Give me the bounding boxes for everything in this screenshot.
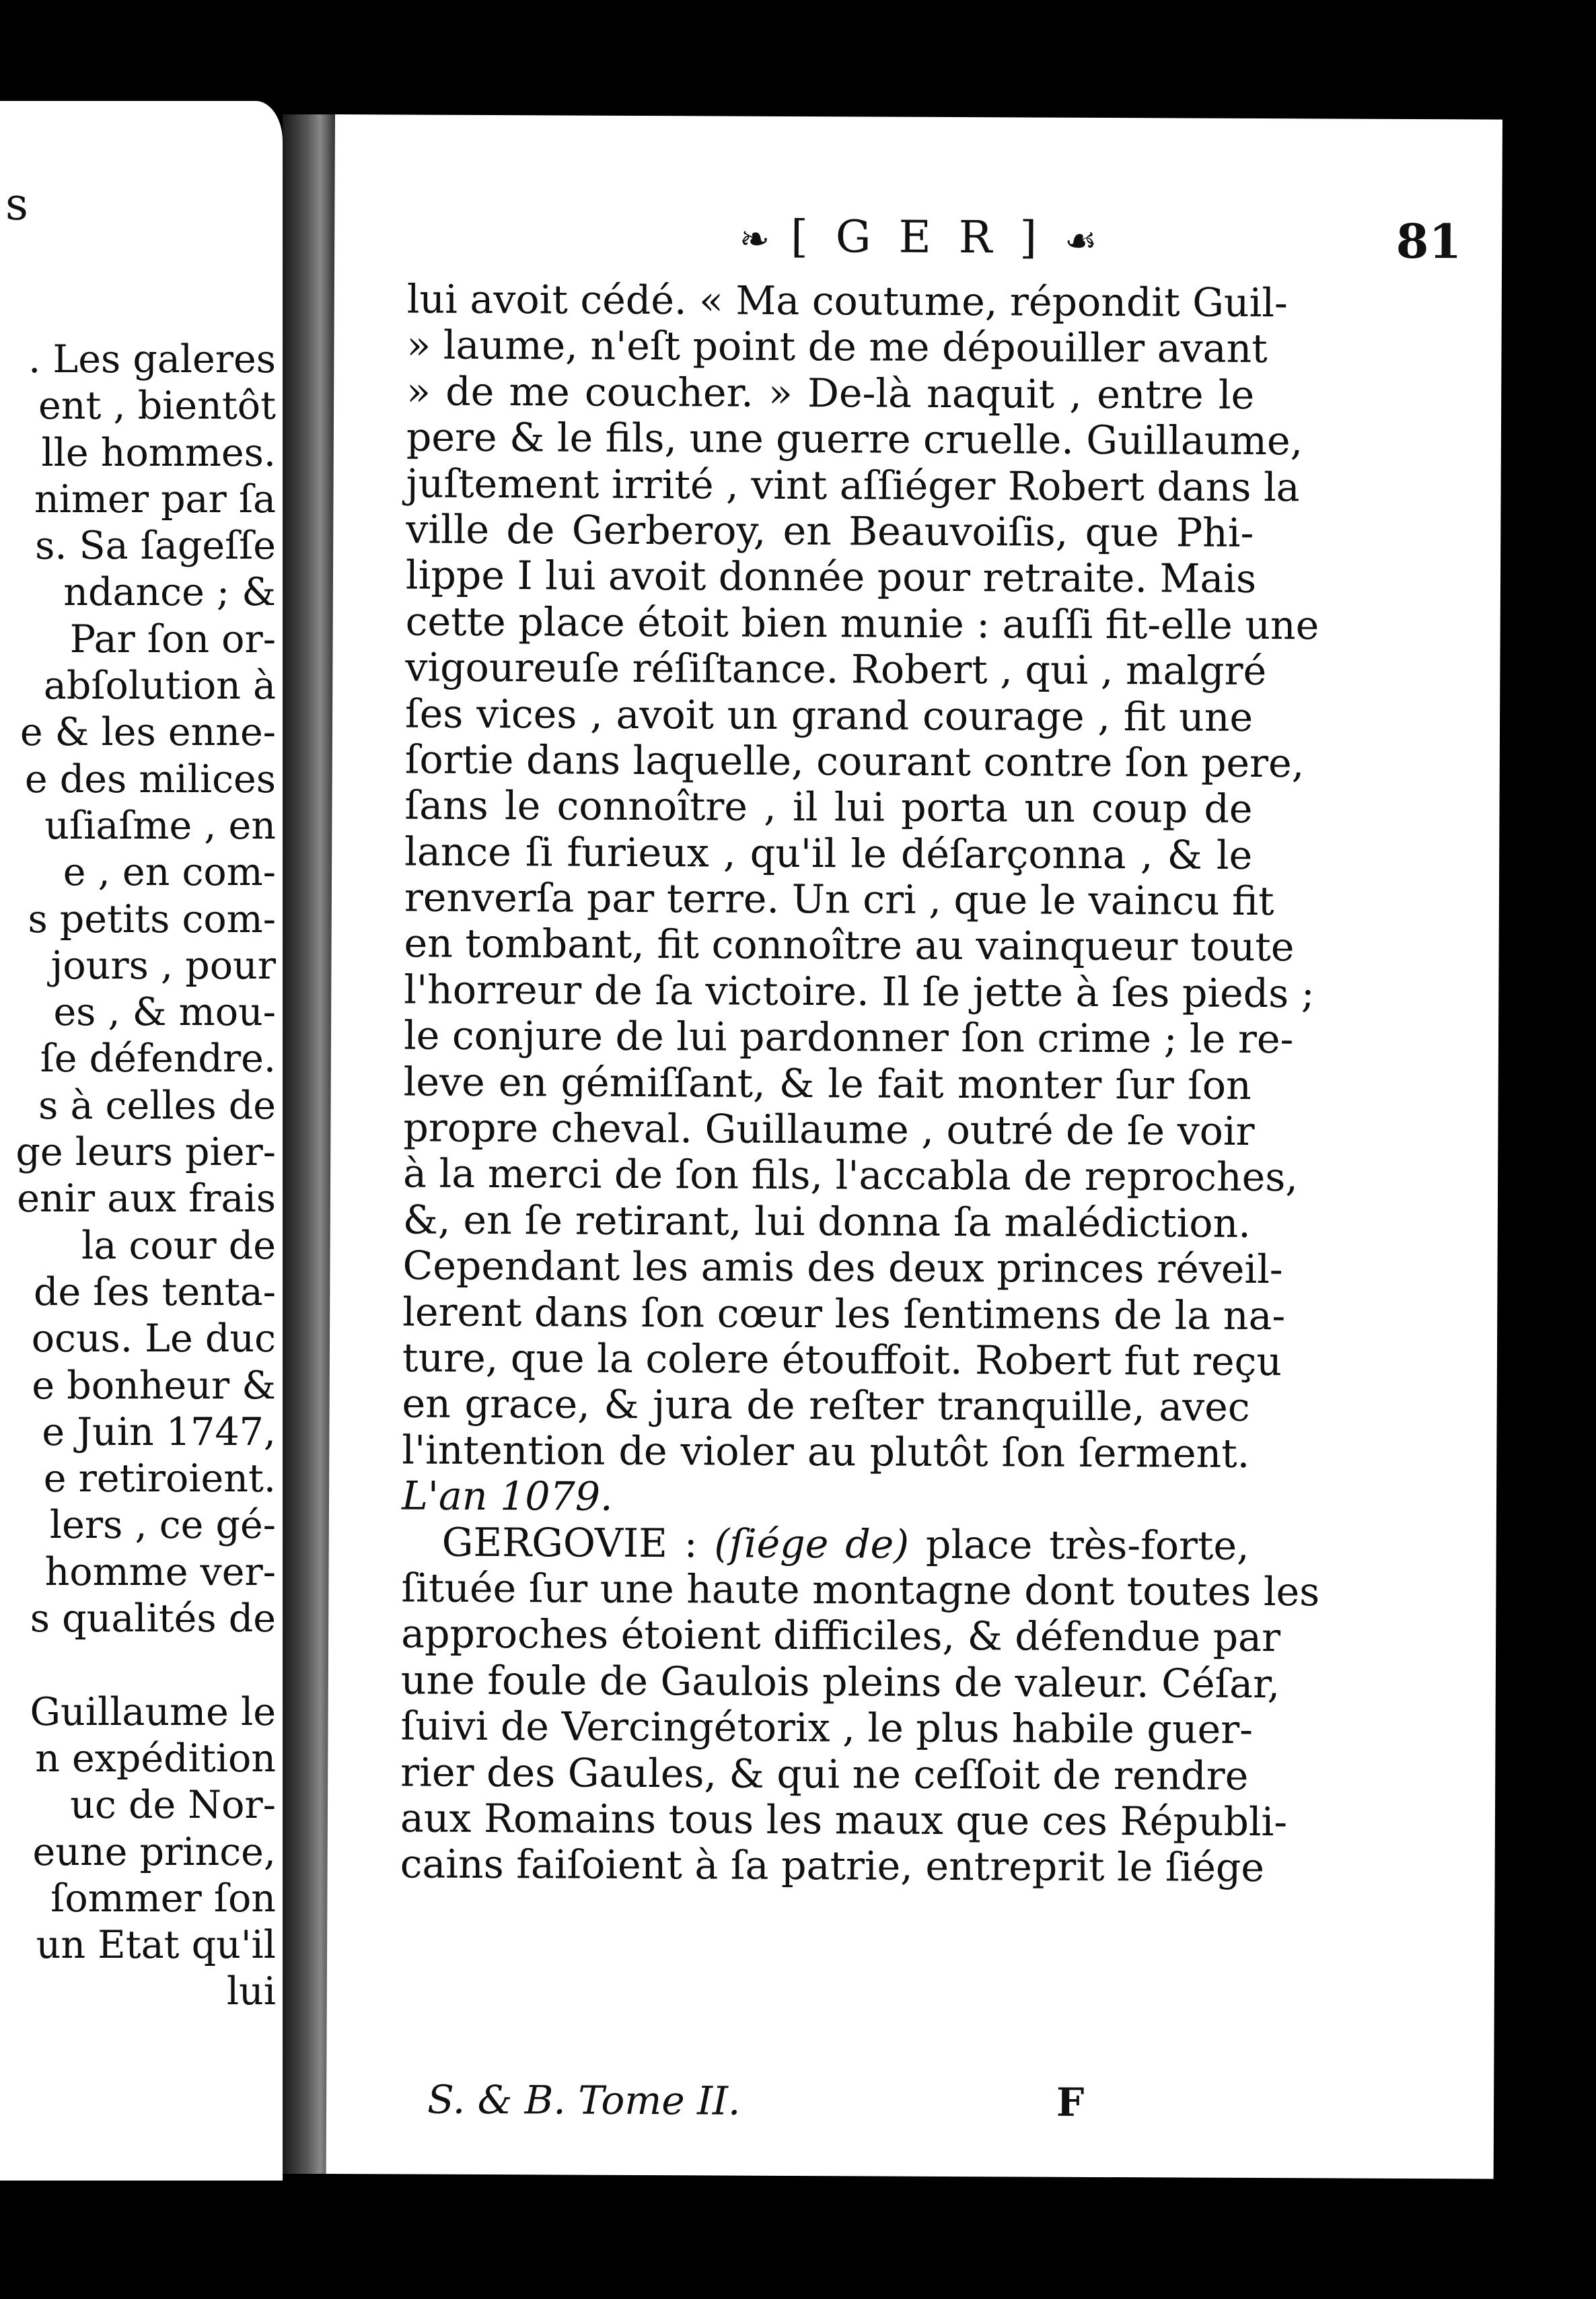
left-page-fold-mark: s: [5, 178, 28, 230]
left-text-line: ocus. Le duc: [31, 1316, 276, 1361]
left-text-line: e , en com-: [63, 850, 276, 895]
entry-first-line-rest: place très-forte,: [925, 1521, 1249, 1569]
left-text-line: homme ver-: [44, 1549, 276, 1594]
left-text-line: s à celles de: [38, 1083, 276, 1128]
left-text-line: nimer par ſa: [34, 476, 276, 522]
left-text-line: e des milices: [24, 756, 276, 802]
left-text-line: e & les enne-: [20, 710, 276, 755]
text-line: ſituée ſur une haute montagne dont toutes les: [401, 1565, 1320, 1615]
left-text-line: abſolution à: [43, 664, 276, 709]
text-line: l'horreur de ſa victoire. Il ſe jette à ſes pieds ;: [404, 966, 1315, 1017]
text-line: cette place étoit bien munie : auſſi fit-elle une: [405, 598, 1319, 649]
headword: GERGOVIE :: [441, 1519, 698, 1566]
text-line: en tombant, fit connoître au vainqueur toute: [404, 920, 1295, 970]
body-text: [400, 276, 1320, 1891]
text-line: » laume, n'eſt point de me dépouiller avant: [406, 322, 1268, 372]
left-text-line: ent , bientôt: [38, 384, 276, 429]
text-line: » de me coucher. » De-là naquit , entre le: [406, 368, 1255, 418]
text-line: ſes vices , avoit un grand courage , fit une: [404, 690, 1254, 740]
text-line: lance ſi furieux , qu'il le déſarçonna , & le: [404, 828, 1253, 878]
left-page: [0, 101, 283, 2181]
text-line: renverſa par terre. Un cri , que le vaincu fit: [404, 874, 1274, 925]
running-head-text: [ G E R ]: [790, 210, 1044, 264]
headword-qualifier: (ſiége de): [714, 1520, 910, 1567]
text-line: Cependant les amis des deux princes réveil-: [402, 1242, 1283, 1293]
text-line: propre cheval. Guillaume , outré de ſe voir: [403, 1104, 1255, 1155]
text-line: à la merci de ſon fils, l'accabla de reproches,: [402, 1150, 1299, 1201]
left-text-line: de ſes tenta-: [33, 1269, 276, 1314]
text-line: lerent dans ſon cœur les ſentimens de la na-: [402, 1289, 1286, 1339]
left-text-line: s qualités de: [30, 1596, 276, 1641]
text-line: pere & le fils, une guerre cruelle. Guillaume,: [406, 414, 1303, 464]
text-line: ture, que la colere étouffoit. Robert fut reçu: [402, 1335, 1282, 1385]
left-text-line: n expédition: [35, 1736, 276, 1781]
left-text-line: eune prince,: [32, 1829, 276, 1874]
text-line: &, en ſe retirant, lui donna ſa malédiction.: [402, 1197, 1251, 1246]
left-text-line: s petits com-: [28, 896, 276, 942]
text-line: juſtement irrité , vint aſſiéger Robert dans la: [406, 460, 1300, 510]
left-text-line: ſe défendre.: [40, 1036, 276, 1082]
text-line: leve en gémiſſant, & le fait monter ſur ſon: [403, 1059, 1252, 1108]
text-line: lui avoit cédé. « Ma coutume, répondit Guil-: [406, 276, 1288, 326]
text-line: ville de Gerberoy, en Beauvoiſis, que Phi-: [406, 506, 1254, 556]
left-text-line: ge leurs pier-: [15, 1130, 276, 1175]
left-text-line: . Les galeres: [28, 337, 276, 382]
left-text-line: Par ſon or-: [69, 616, 276, 662]
left-text-line: lui: [226, 1969, 276, 2014]
text-line: cains faiſoient à ſa patrie, entreprit le ſiége: [400, 1841, 1265, 1891]
left-text-line: lers , ce gé-: [49, 1503, 276, 1548]
text-line: rier des Gaules, & qui ne ceſſoit de rendre: [400, 1748, 1249, 1799]
left-text-line: ndance ; &: [63, 570, 276, 615]
left-text-line: enir aux frais: [17, 1176, 276, 1222]
left-text-line: ſommer ſon: [50, 1876, 276, 1921]
sheet-mark: F: [1056, 2079, 1085, 2125]
left-text-line: e retiroient.: [43, 1456, 276, 1501]
text-line: ſortie dans laquelle, courant contre ſon pere,: [404, 736, 1305, 787]
text-line: le conjure de lui pardonner ſon crime ; le re-: [403, 1012, 1294, 1063]
left-text-line: jours , pour: [50, 943, 276, 988]
left-text-line: [0, 1642, 276, 1689]
text-line: ſans le connoître , il lui porta un coup de: [404, 782, 1253, 833]
left-text-line: uſiaſme , en: [44, 803, 276, 848]
running-head: [334, 209, 1502, 266]
left-text-line: un Etat qu'il: [36, 1923, 276, 1968]
signature-mark: S. & B. Tome II.: [427, 2076, 741, 2124]
text-line: en grace, & jura de reſter tranquille, avec: [402, 1380, 1250, 1431]
entry-gergovie-first-line: [402, 1519, 1249, 1569]
entry-gerberoy-text: [402, 276, 1319, 1477]
left-text-line: la cour de: [81, 1223, 276, 1268]
text-line: une foule de Gaulois pleins de valeur. Céſar,: [400, 1657, 1280, 1707]
page-footer: [427, 2077, 1100, 2125]
text-line: lippe I lui avoit donnée pour retraite. Mais: [405, 552, 1257, 602]
left-text-line: es , & mou-: [53, 990, 276, 1035]
left-text-line: lle hommes.: [41, 430, 276, 475]
date-line: L'an 1079.: [401, 1473, 613, 1520]
left-text-line: Guillaume le: [30, 1689, 276, 1734]
left-text-line: s. Sa ſageſſe: [35, 524, 276, 569]
page-number: 81: [1395, 213, 1462, 270]
entry-gergovie-text: [400, 1565, 1320, 1891]
left-page-text: [0, 337, 276, 2016]
text-line: approches étoient difficiles, & défendue par: [401, 1611, 1281, 1661]
text-line: aux Romains tous les maux que ces Républi-: [400, 1795, 1288, 1845]
left-text-line: uc de Nor-: [70, 1783, 276, 1828]
text-line: l'intention de violer au plutôt ſon ſerment.: [402, 1427, 1250, 1477]
text-line: vigoureuſe réſiſtance. Robert , qui , malgré: [405, 644, 1267, 695]
ornament-left-icon: ❧: [739, 217, 770, 260]
right-page: [326, 114, 1502, 2179]
left-text-line: e bonheur &: [32, 1363, 276, 1408]
left-text-line: e Juin 1747,: [42, 1409, 276, 1454]
ornament-right-icon: ☙: [1064, 219, 1097, 262]
text-line: ſuivi de Vercingétorix , le plus habile guer-: [400, 1703, 1254, 1753]
